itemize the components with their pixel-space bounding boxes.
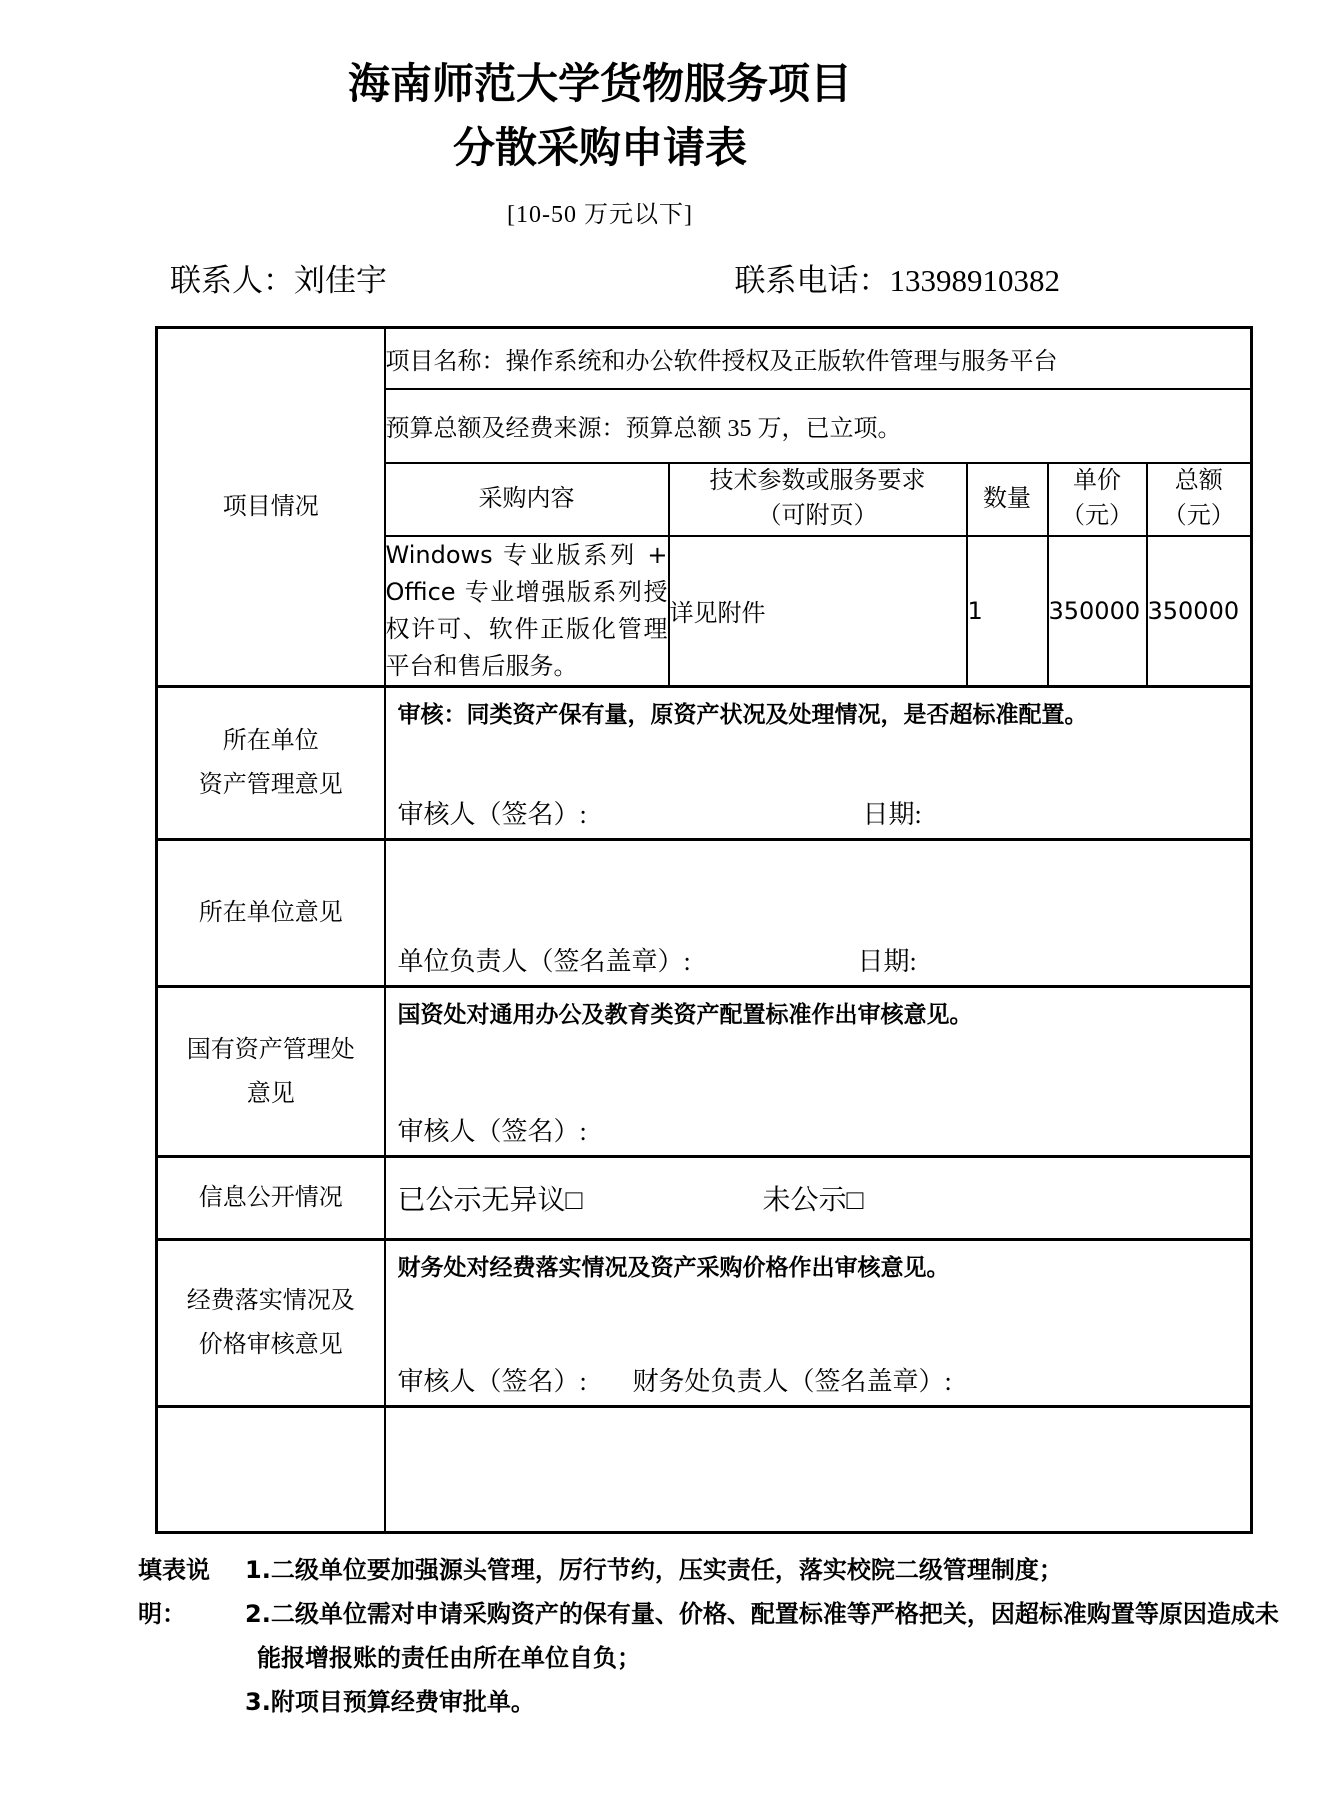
project-name-cell: 项目名称：操作系统和办公软件授权及正版软件管理与服务平台 bbox=[385, 328, 1252, 389]
contact-phone: 联系电话：13398910382 bbox=[734, 263, 1060, 298]
publicity-options-cell bbox=[385, 1157, 1252, 1240]
item-unit-price-cell: 350000 bbox=[1048, 536, 1147, 687]
reviewer-signature-label: 审核人（签名）: bbox=[397, 799, 587, 829]
item-qty-cell: 1 bbox=[967, 536, 1048, 687]
state-asset-opinion-cell bbox=[385, 987, 1252, 1157]
procurement-application-table bbox=[155, 326, 1253, 1534]
finance-head-signature-label: 财务处负责人（签名盖章）: bbox=[632, 1366, 952, 1396]
contact-row bbox=[170, 255, 1060, 300]
note-3: 3.附项目预算经费审批单。 bbox=[245, 1688, 535, 1717]
note-1: 1.二级单位要加强源头管理，厉行节约，压实责任，落实校院二级管理制度； bbox=[245, 1556, 1063, 1585]
contact-person: 联系人：刘佳宇 bbox=[170, 263, 387, 298]
page-title-line2: 分散采购申请表 bbox=[452, 123, 747, 172]
unit-asset-opinion-cell bbox=[385, 687, 1252, 840]
header-unit-price: 单价 （元） bbox=[1048, 463, 1147, 536]
row-label-funding-opinion: 经费落实情况及 价格审核意见 bbox=[157, 1240, 385, 1407]
row-label-publicity: 信息公开情况 bbox=[157, 1157, 385, 1240]
notes-label: 填表说明： bbox=[138, 1556, 210, 1629]
item-tech-cell: 详见附件 bbox=[669, 536, 967, 687]
header-tech-requirements: 技术参数或服务要求 （可附页） bbox=[669, 463, 967, 536]
unit-head-signature-label: 单位负责人（签名盖章）: bbox=[397, 946, 691, 976]
date-label: 日期: bbox=[857, 946, 917, 976]
funding-opinion-note: 财务处对经费落实情况及资产采购价格作出审核意见。 bbox=[397, 1254, 950, 1281]
item-content-cell: Windows 专业版系列 + Office 专业增强版系列授权许可、软件正版化管理平台和售后服务。 bbox=[385, 536, 669, 687]
empty-label-cell bbox=[157, 1407, 385, 1533]
funding-opinion-cell bbox=[385, 1240, 1252, 1407]
option-published-checkbox: 已公示无异议□ bbox=[397, 1185, 583, 1217]
header-total: 总额 （元） bbox=[1147, 463, 1252, 536]
amount-range-subtitle: [10-50 万元以下] bbox=[507, 202, 693, 228]
document-header bbox=[0, 52, 1200, 229]
item-total-cell: 350000 bbox=[1147, 536, 1252, 687]
unit-asset-opinion-note: 审核：同类资产保有量，原资产状况及处理情况，是否超标准配置。 bbox=[397, 701, 1088, 728]
row-label-state-asset-opinion: 国有资产管理处 意见 bbox=[157, 987, 385, 1157]
row-label-unit-asset-opinion: 所在单位 资产管理意见 bbox=[157, 687, 385, 840]
header-quantity: 数量 bbox=[967, 463, 1048, 536]
reviewer-signature-label: 审核人（签名）: bbox=[397, 1366, 587, 1396]
row-label-project-info: 项目情况 bbox=[157, 328, 385, 687]
page-title-line1: 海南师范大学货物服务项目 bbox=[347, 59, 852, 108]
empty-content-cell bbox=[385, 1407, 1252, 1533]
note-2-line2: 能报增报账的责任由所在单位自负； bbox=[257, 1644, 641, 1673]
state-asset-opinion-note: 国资处对通用办公及教育类资产配置标准作出审核意见。 bbox=[397, 1001, 973, 1028]
option-unpublished-checkbox: 未公示□ bbox=[762, 1185, 864, 1217]
reviewer-signature-label: 审核人（签名）: bbox=[397, 1116, 587, 1146]
budget-cell: 预算总额及经费来源：预算总额 35 万，已立项。 bbox=[385, 389, 1252, 463]
header-procurement-content: 采购内容 bbox=[385, 463, 669, 536]
form-filling-notes bbox=[138, 1548, 1335, 1724]
date-label: 日期: bbox=[862, 799, 922, 829]
row-label-unit-opinion: 所在单位意见 bbox=[157, 840, 385, 987]
note-2-line1: 2.二级单位需对申请采购资产的保有量、价格、配置标准等严格把关，因超标准购置等原因造成未 bbox=[245, 1600, 1279, 1629]
unit-opinion-cell bbox=[385, 840, 1252, 987]
